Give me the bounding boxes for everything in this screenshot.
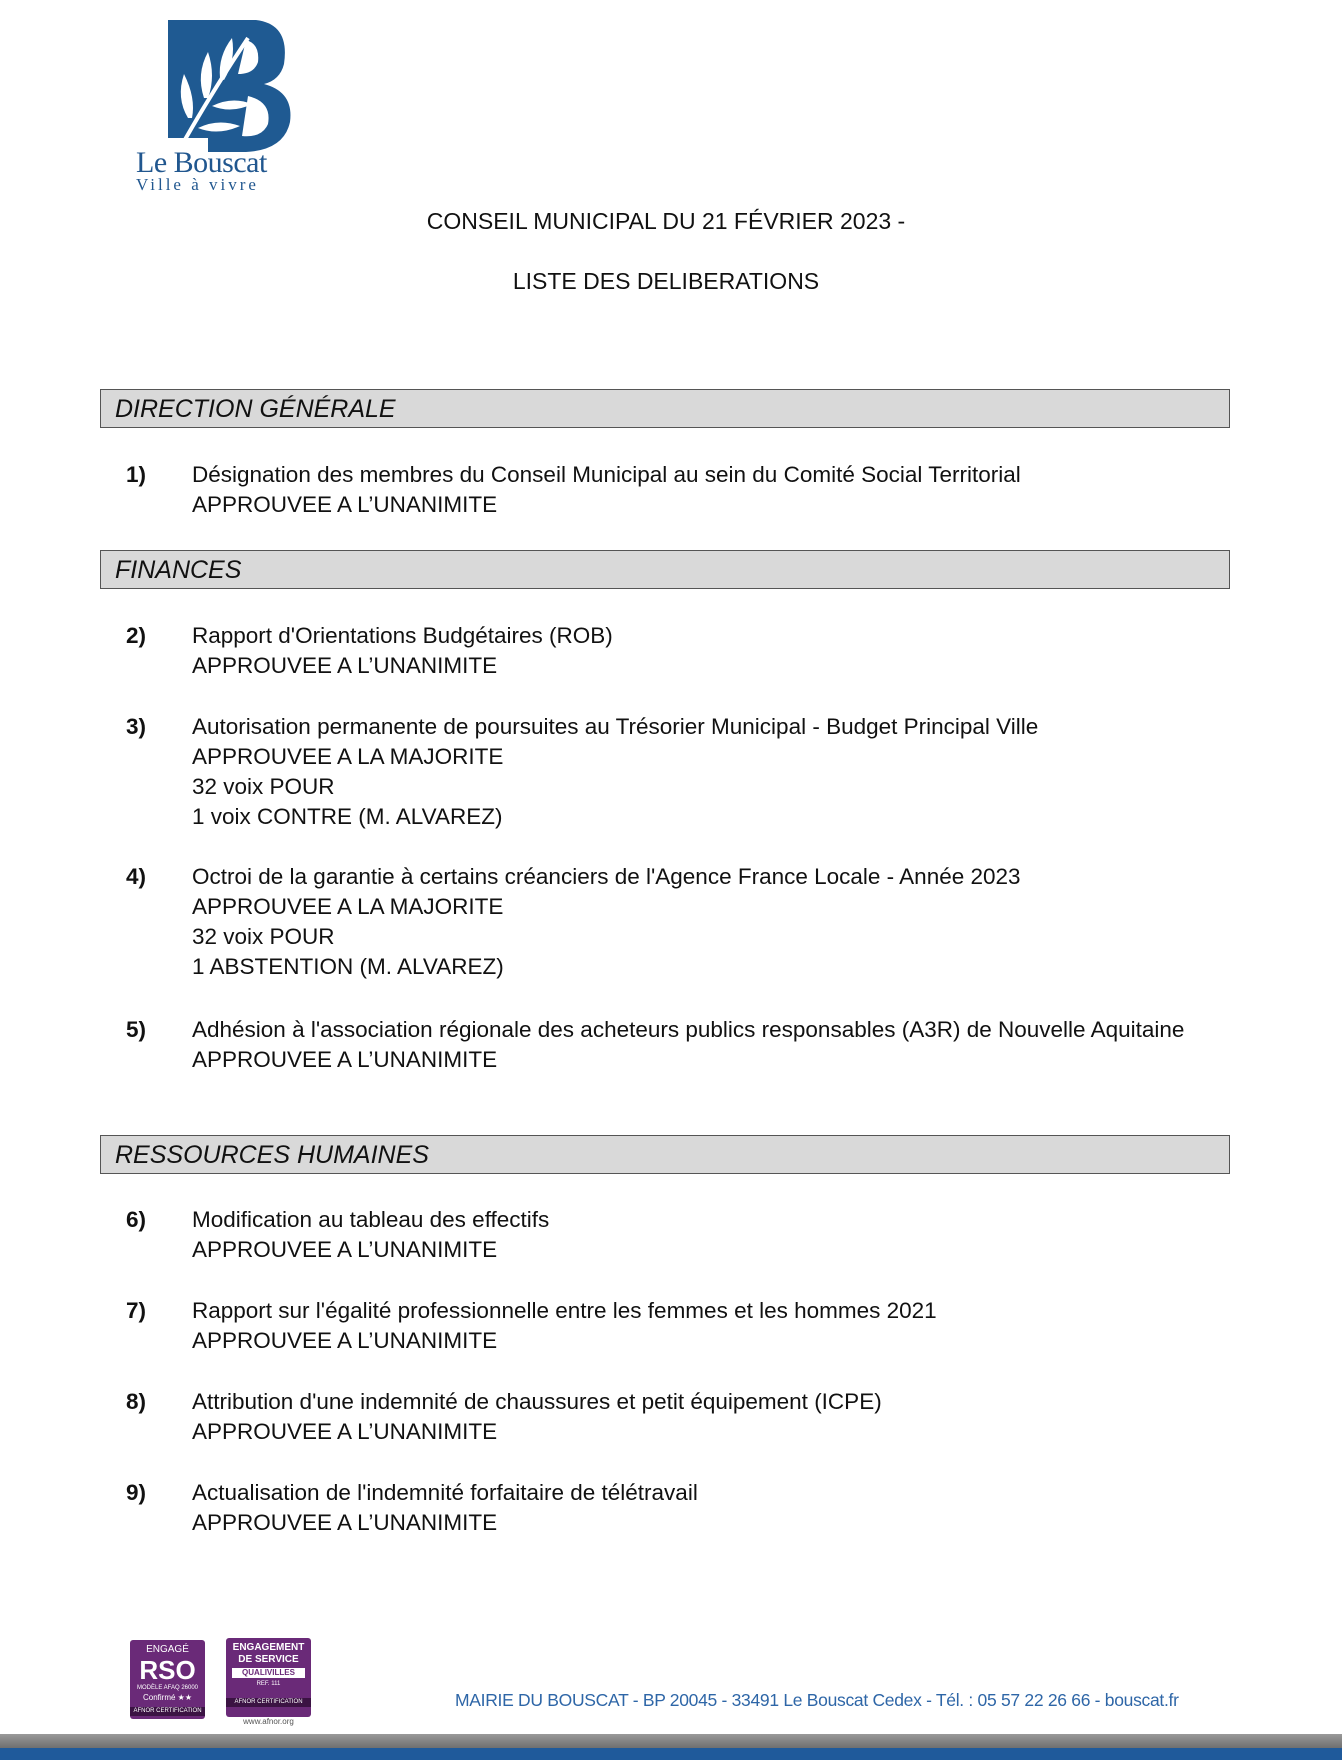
section-finances: FINANCES xyxy=(100,550,1230,589)
item-result: APPROUVEE A L’UNANIMITE xyxy=(192,1328,498,1353)
item-number: 6) xyxy=(126,1207,147,1232)
item-result: APPROUVEE A L’UNANIMITE xyxy=(192,1047,498,1072)
item-title: Octroi de la garantie à certains créanciers de l'Agence France Locale - Année 2023 xyxy=(192,864,1021,889)
service-badge-label: QUALIVILLES xyxy=(232,1668,305,1678)
item-result: APPROUVEE A L’UNANIMITE xyxy=(192,653,498,678)
item-result: APPROUVEE A LA MAJORITE xyxy=(192,744,504,769)
item-title: Désignation des membres du Conseil Municipal au sein du Comité Social Territorial xyxy=(192,462,1021,487)
service-badge-foot: AFNOR CERTIFICATION xyxy=(226,1698,311,1707)
item-title: Rapport sur l'égalité professionnelle entre les femmes et les hommes 2021 xyxy=(192,1298,937,1323)
item-result: APPROUVEE A L’UNANIMITE xyxy=(192,1510,498,1535)
section-ressources-humaines: RESSOURCES HUMAINES xyxy=(100,1135,1230,1174)
rso-badge-top: ENGAGÉ xyxy=(146,1644,189,1655)
item-result: APPROUVEE A L’UNANIMITE xyxy=(192,1237,498,1262)
item-number: 5) xyxy=(126,1017,147,1042)
item-number: 3) xyxy=(126,714,147,739)
page-subtitle: LISTE DES DELIBERATIONS xyxy=(512,268,820,294)
item-title: Attribution d'une indemnité de chaussures et petit équipement (ICPE) xyxy=(192,1389,882,1414)
item-number: 9) xyxy=(126,1480,147,1505)
item-result: APPROUVEE A LA MAJORITE xyxy=(192,894,504,919)
footer-band xyxy=(0,1748,1342,1760)
logo-motto: Ville à vivre xyxy=(136,175,259,194)
item-votes-against: 1 voix CONTRE (M. ALVAREZ) xyxy=(192,804,503,829)
footer-address: MAIRIE DU BOUSCAT - BP 20045 - 33491 Le Bouscat Cedex - Tél. : 05 57 22 26 66 - bouscat.fr xyxy=(455,1690,1179,1710)
rso-badge-level: Confirmé ★★ xyxy=(142,1693,193,1702)
footer-divider xyxy=(0,1734,1342,1748)
item-abstention: 1 ABSTENTION (M. ALVAREZ) xyxy=(192,954,504,979)
rso-badge-foot: AFNOR CERTIFICATION xyxy=(130,1707,205,1716)
le-bouscat-logo xyxy=(136,14,296,194)
item-number: 4) xyxy=(126,864,147,889)
logo-name: Le Bouscat xyxy=(136,146,267,179)
logo-b-leaf-icon xyxy=(148,18,298,156)
item-number: 2) xyxy=(126,623,147,648)
rso-certification-badge xyxy=(130,1640,205,1719)
item-title: Adhésion à l'association régionale des acheteurs publics responsables (A3R) de Nouvelle Aquitaine xyxy=(192,1017,1185,1042)
qualivilles-certification-badge xyxy=(226,1638,311,1717)
item-title: Modification au tableau des effectifs xyxy=(192,1207,550,1232)
item-title: Rapport d'Orientations Budgétaires (ROB) xyxy=(192,623,613,648)
item-number: 1) xyxy=(126,462,147,487)
item-title: Autorisation permanente de poursuites au Trésorier Municipal - Budget Principal Ville xyxy=(192,714,1039,739)
rso-badge-sub: MODÈLE AFAQ 26000 xyxy=(136,1685,199,1691)
item-title: Actualisation de l'indemnité forfaitaire de télétravail xyxy=(192,1480,698,1505)
rso-badge-main: RSO xyxy=(139,1655,196,1685)
item-result: APPROUVEE A L’UNANIMITE xyxy=(192,492,498,517)
section-direction-generale: DIRECTION GÉNÉRALE xyxy=(100,389,1230,428)
afnor-url: www.afnor.org xyxy=(243,1717,294,1726)
item-votes-for: 32 voix POUR xyxy=(192,774,335,799)
service-badge-ref: REF. 111 xyxy=(256,1681,281,1687)
service-badge-line2: DE SERVICE xyxy=(238,1654,299,1665)
item-votes-for: 32 voix POUR xyxy=(192,924,335,949)
service-badge-line1: ENGAGEMENT xyxy=(232,1642,305,1653)
item-result: APPROUVEE A L’UNANIMITE xyxy=(192,1419,498,1444)
item-number: 8) xyxy=(126,1389,147,1414)
item-number: 7) xyxy=(126,1298,147,1323)
page-title: CONSEIL MUNICIPAL DU 21 FÉVRIER 2023 - xyxy=(426,208,906,234)
